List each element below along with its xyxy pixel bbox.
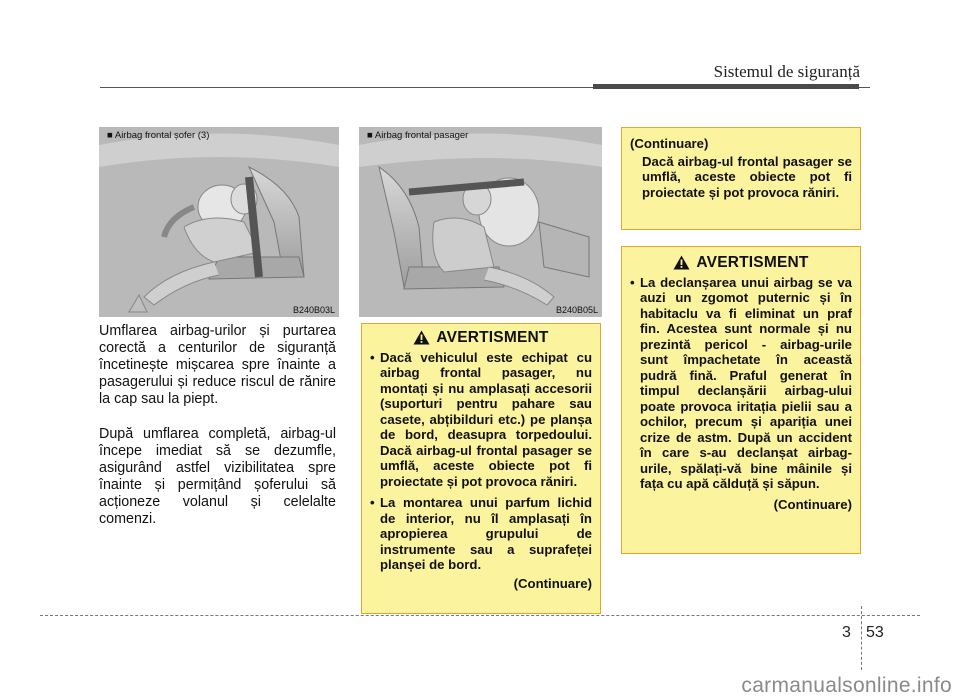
warning-bullet-text: La declanșarea unui airbag se va auzi un zgomot puternic și în habitaclu va fi eliminat un praf fin. Acestea sunt normale și nu prezintă pericol - airbag-urile sunt împachetate în această pudră fină. Praful generat în timpul declanșării airbag-ului poate provoca iritația pielii sau a ochilor, precum și apariția unei crize de astm. După un accident în care s-au declanșat airbag-urile, spălați-vă bine mâinile și fața cu apă călduță și săpun.: [640, 274, 852, 491]
figure-code: B240B05L: [555, 305, 598, 315]
figure-driver-airbag: [99, 127, 339, 317]
warning-bullet: [370, 495, 592, 573]
bullet-dot: •: [630, 274, 635, 290]
warning-bullet: [630, 275, 852, 492]
body-paragraph-1: Umflarea airbag-urilor și purtarea corectă a centurilor de siguranță încetinește mișcarea spre înainte a pasagerului și reduce riscul de rănire la cap sau la piept.: [99, 323, 336, 407]
header-title: Sistemul de siguranță: [713, 62, 860, 81]
driver-airbag-illustration: [99, 127, 339, 317]
warning-box-continuation: [621, 127, 861, 230]
warning-triangle-icon: [413, 330, 430, 345]
warning-bullet-text: La montarea unui parfum lichid de interior, nu îl amplasați în apropierea grupului de instrumente sau a suprafeței planșei de bord.: [380, 495, 592, 572]
page-number: 53: [866, 624, 884, 641]
warning-header: [370, 330, 592, 346]
warning-box-right: [621, 246, 861, 554]
continuation-text: Dacă airbag-ul frontal pasager se umflă, aceste obiecte pot fi proiectate și pot provoca răniri.: [642, 153, 852, 200]
warning-box-middle: [361, 323, 601, 614]
figure-caption: ■ Airbag frontal pasager: [367, 130, 469, 141]
continued-label: (Continuare): [773, 496, 852, 512]
warning-title: AVERTISMENT: [436, 329, 549, 346]
continuation-heading: (Continuare): [630, 136, 709, 151]
warning-title: AVERTISMENT: [696, 254, 809, 271]
body-paragraph-2: După umflarea completă, airbag-ul începe imediat să se dezumfle, asigurând astfel vizibilitatea spre înainte și permițând șoferului să acționeze volanul și celelalte comenzi.: [99, 426, 336, 527]
warning-bullet-text: Dacă vehiculul este echipat cu airbag frontal pasager, nu montați și nu amplasați accesorii (suporturi pentru pahare sau casete, abțibilduri etc.) pe planșa de bord, deasupra torpedoului. Dacă airbag-ul frontal pasager se umflă, aceste obiecte pot fi proiectate și pot provoca răniri.: [380, 349, 592, 489]
figure-passenger-airbag: [359, 127, 602, 317]
watermark: carmanualsonline.info: [741, 674, 952, 697]
continued-label: (Continuare): [513, 575, 592, 591]
figure-code: B240B03L: [292, 305, 335, 315]
passenger-airbag-illustration: [359, 127, 602, 317]
header-rule-accent: [593, 84, 859, 89]
footer-rule: [40, 615, 920, 616]
warning-triangle-icon: [673, 255, 690, 270]
warning-header: [630, 255, 852, 271]
chapter-number: 3: [842, 624, 851, 641]
warning-bullet: [370, 350, 592, 490]
figure-caption: ■ Airbag frontal șofer (3): [107, 130, 210, 141]
footer-divider: [861, 606, 862, 670]
bullet-dot: •: [370, 495, 375, 510]
bullet-dot: •: [370, 349, 375, 365]
